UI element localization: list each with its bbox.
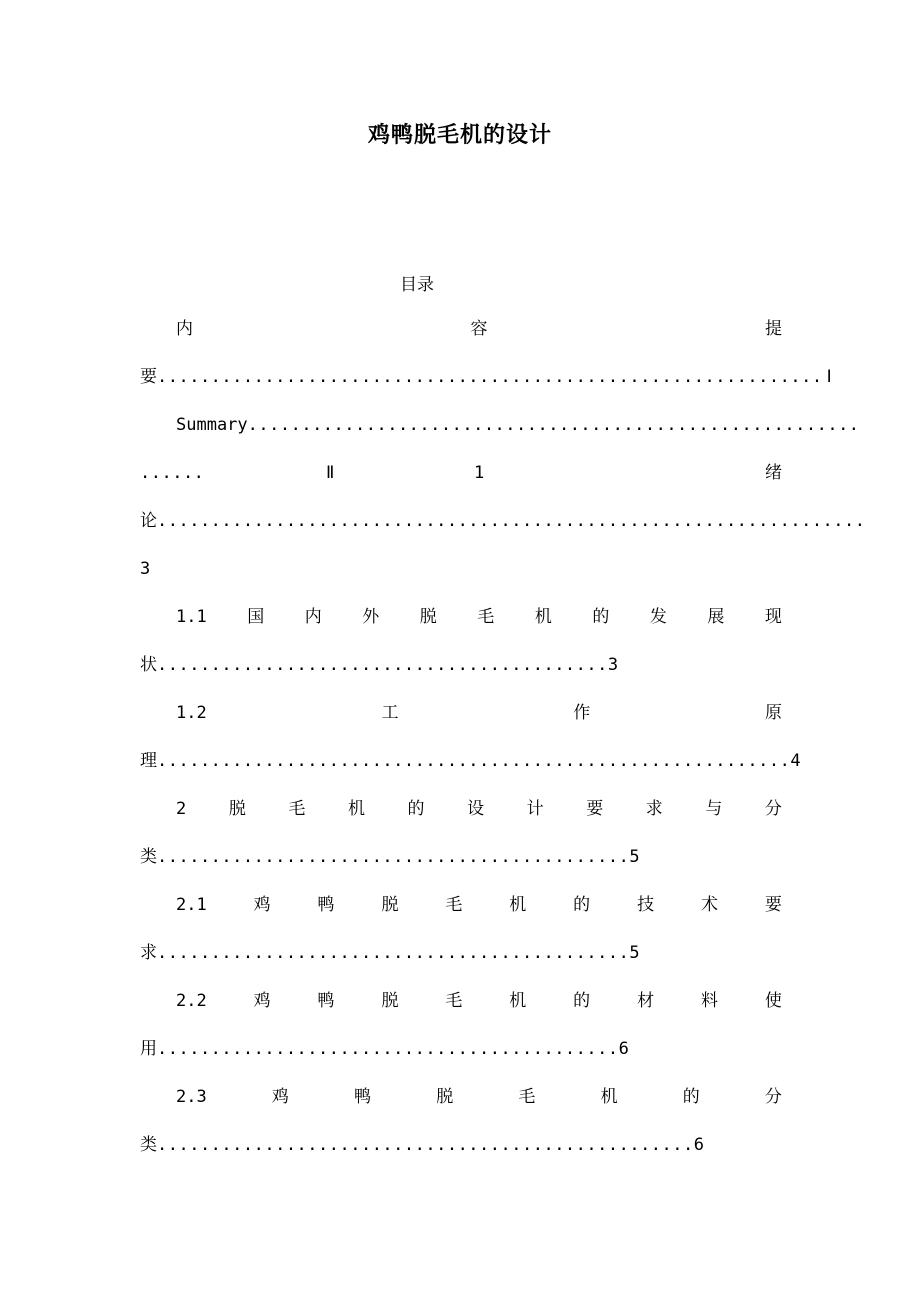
toc-leader-dots: ......................................................... xyxy=(247,415,860,435)
toc-entry-2-2-line2[interactable] xyxy=(140,1038,782,1060)
toc-entry-summary-zh-line2[interactable] xyxy=(140,366,832,388)
toc-heading: 目录 xyxy=(400,275,434,295)
toc-text: 机 xyxy=(347,799,365,819)
toc-entry-1-2-line1[interactable] xyxy=(176,702,782,724)
toc-text: 的 xyxy=(407,799,425,819)
toc-text: 要 xyxy=(586,799,604,819)
toc-page-number: 3 xyxy=(140,559,151,579)
toc-text: 与 xyxy=(705,799,723,819)
toc-text: 机 xyxy=(509,991,527,1011)
toc-text: 脱 xyxy=(381,991,399,1011)
toc-text: 料 xyxy=(700,991,718,1011)
toc-text: 机 xyxy=(600,1087,618,1107)
toc-text: 鸡 xyxy=(253,991,271,1011)
toc-section-number: 2.3 xyxy=(176,1087,207,1107)
toc-text: 毛 xyxy=(445,991,463,1011)
toc-text: 求 xyxy=(140,943,157,963)
toc-text: 毛 xyxy=(288,799,306,819)
toc-entry-2-3-line1[interactable] xyxy=(176,1086,782,1108)
toc-text: 绪 xyxy=(765,463,782,483)
toc-entry-1-2-line2[interactable] xyxy=(140,750,801,772)
toc-text: 求 xyxy=(645,799,663,819)
toc-page-number: 3 xyxy=(607,655,619,675)
toc-text: 要 xyxy=(140,367,157,387)
toc-entry-1-1-line1[interactable] xyxy=(176,606,782,628)
toc-section-number: 2.1 xyxy=(176,895,207,915)
toc-section-number: 1.1 xyxy=(176,607,207,627)
toc-text: 的 xyxy=(592,607,610,627)
toc-text: 外 xyxy=(362,607,380,627)
toc-page-number: Ⅰ xyxy=(826,367,832,387)
toc-leader-dots: .................................................................. xyxy=(157,511,866,531)
toc-page-number: Ⅱ xyxy=(326,463,335,483)
toc-text: 展 xyxy=(707,607,725,627)
toc-text: 内 xyxy=(176,319,193,339)
toc-text: 机 xyxy=(534,607,552,627)
toc-text: 的 xyxy=(573,895,591,915)
toc-text: 毛 xyxy=(477,607,495,627)
toc-entry-2-2-line1[interactable] xyxy=(176,990,782,1012)
toc-entry-ch2-line2[interactable] xyxy=(140,846,782,868)
toc-section-number: 1 xyxy=(474,463,485,483)
toc-text: 理 xyxy=(140,751,157,771)
toc-entry-2-3-line2[interactable] xyxy=(140,1134,782,1156)
toc-text: 毛 xyxy=(518,1087,536,1107)
toc-leader-dots: .................................................. xyxy=(157,1135,694,1155)
toc-text: 材 xyxy=(637,991,655,1011)
toc-section-number: 2 xyxy=(176,799,187,819)
toc-text: 鸡 xyxy=(271,1087,289,1107)
toc-entry-ch2-line1[interactable] xyxy=(176,798,782,820)
toc-entry-ch1-line1[interactable] xyxy=(140,510,866,532)
toc-leader-dots: ........................................................... xyxy=(157,751,791,771)
toc-page-number: 5 xyxy=(629,847,640,867)
toc-text: 的 xyxy=(573,991,591,1011)
toc-text: 类 xyxy=(140,1135,157,1155)
toc-text: 鸡 xyxy=(253,895,271,915)
toc-text: 内 xyxy=(304,607,322,627)
toc-text: 脱 xyxy=(228,799,246,819)
toc-section-number: 2.2 xyxy=(176,991,207,1011)
toc-text: 术 xyxy=(700,895,718,915)
toc-leader-dots: ............................................ xyxy=(157,943,630,963)
toc-leader-dots: ............................................ xyxy=(157,847,630,867)
toc-text: 脱 xyxy=(381,895,399,915)
toc-page-number: 6 xyxy=(618,1039,629,1059)
toc-entry-summary-en-line2[interactable] xyxy=(140,462,782,484)
toc-text: 鸭 xyxy=(317,895,335,915)
toc-text: 技 xyxy=(637,895,655,915)
toc-text: 用 xyxy=(140,1039,157,1059)
toc-leader-dots: .......................................... xyxy=(157,655,608,675)
toc-text: 脱 xyxy=(419,607,437,627)
toc-text: 毛 xyxy=(445,895,463,915)
toc-text: 分 xyxy=(764,799,782,819)
toc-text: 容 xyxy=(470,319,488,339)
toc-page-number: 4 xyxy=(790,751,801,771)
toc-text: 论 xyxy=(140,511,157,531)
toc-text: 国 xyxy=(247,607,265,627)
toc-text: 机 xyxy=(509,895,527,915)
toc-text: 作 xyxy=(573,703,591,723)
toc-entry-summary-zh-line1[interactable] xyxy=(176,318,782,340)
toc-entry-summary-en-line1[interactable] xyxy=(176,414,860,436)
toc-text: 脱 xyxy=(436,1087,454,1107)
toc-text: 类 xyxy=(140,847,157,867)
document-title: 鸡鸭脱毛机的设计 xyxy=(367,122,552,148)
toc-text: 现 xyxy=(764,607,782,627)
toc-text: 原 xyxy=(764,703,782,723)
toc-entry-1-1-line2[interactable] xyxy=(140,654,782,676)
toc-entry-2-1-line2[interactable] xyxy=(140,942,782,964)
toc-text: 鸭 xyxy=(354,1087,372,1107)
toc-text: 鸭 xyxy=(317,991,335,1011)
toc-entry-2-1-line1[interactable] xyxy=(176,894,782,916)
toc-text: 分 xyxy=(764,1087,782,1107)
toc-section-number: 1.2 xyxy=(176,703,207,723)
toc-text: 提 xyxy=(765,319,782,339)
toc-page-number: 6 xyxy=(693,1135,704,1155)
toc-page-number: 5 xyxy=(629,943,640,963)
toc-text: 发 xyxy=(649,607,667,627)
toc-text: 的 xyxy=(682,1087,700,1107)
toc-leader-dots: ........................................... xyxy=(157,1039,619,1059)
toc-text: 工 xyxy=(381,703,399,723)
toc-text: 计 xyxy=(526,799,544,819)
toc-text: 设 xyxy=(467,799,485,819)
toc-text: Summary xyxy=(176,415,248,435)
toc-leader-dots: .............................................................. xyxy=(157,367,823,387)
toc-text: 要 xyxy=(764,895,782,915)
toc-text: 使 xyxy=(764,991,782,1011)
toc-entry-ch1-line2[interactable] xyxy=(140,558,782,580)
toc-leader-dots: ...... xyxy=(140,463,205,483)
toc-text: 状 xyxy=(140,655,157,675)
